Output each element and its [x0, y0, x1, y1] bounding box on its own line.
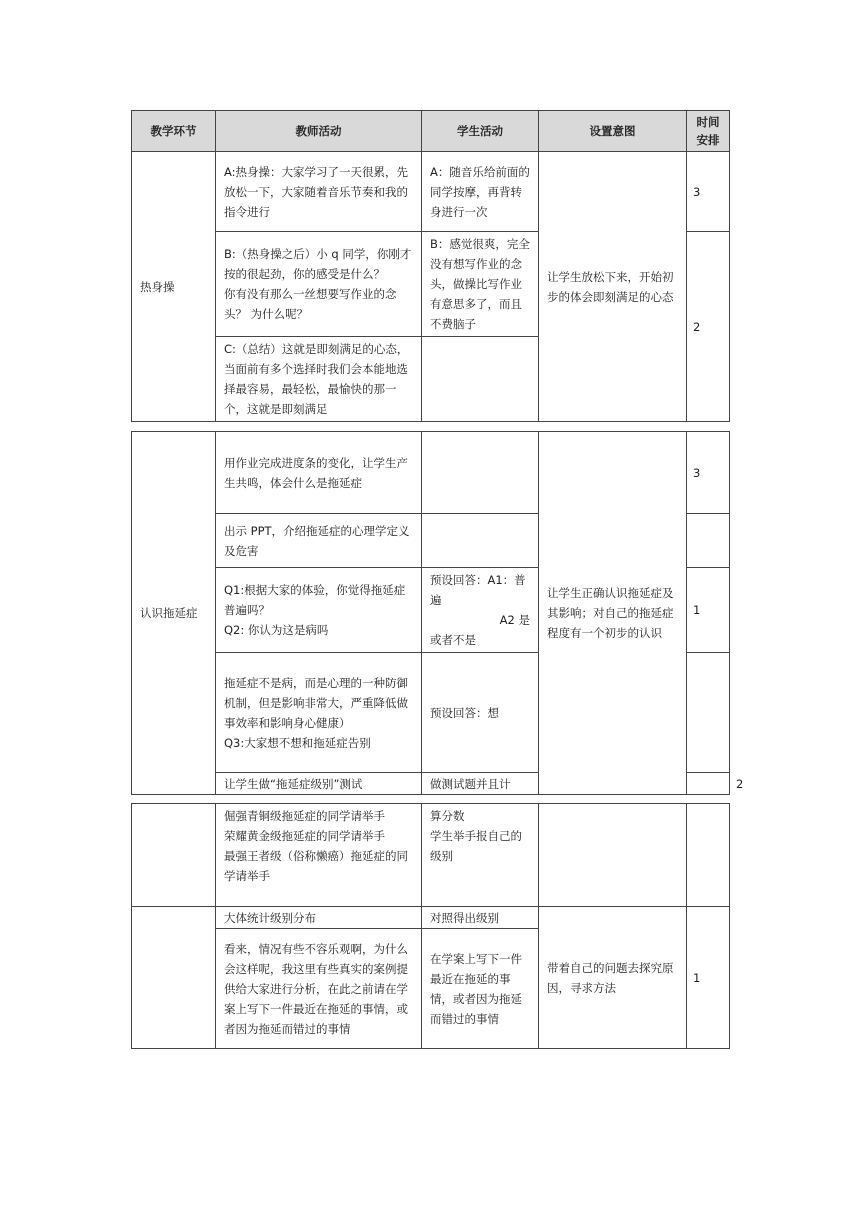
teacher-activity: 让学生做“拖延症级别”测试 [216, 773, 422, 795]
text-line: 荣耀黄金级拖延症的同学请举手 [224, 829, 385, 843]
student-activity [422, 804, 539, 907]
lesson-table-section-continued [131, 803, 730, 1049]
stage-cell: 热身操 [132, 152, 216, 422]
lesson-table-section-warmup [131, 110, 730, 422]
text-line: 最强王者级（俗称懒癌）拖延症的同学请举手 [224, 849, 408, 883]
time-cell: 1 [687, 907, 730, 1049]
stage-cell [132, 907, 216, 1049]
teacher-activity: 用作业完成进度条的变化，让学生产生共鸣，体会什么是拖延症 [216, 432, 422, 514]
stage-cell: 认识拖延症 [132, 432, 216, 795]
time-cell: 1 [687, 568, 730, 653]
teacher-activity: 大体统计级别分布 [216, 907, 422, 929]
intent-cell: 带着自己的问题去探究原因，寻求方法 [539, 907, 687, 1049]
text-line: 或者不是 [430, 633, 476, 647]
intent-cell [539, 804, 687, 907]
student-activity: 在学案上写下一件最近在拖延的事情，或者因为拖延而错过的事情 [422, 929, 539, 1049]
time-cell [687, 804, 730, 907]
teacher-activity: 出示 PPT，介绍拖延症的心理学定义及危害 [216, 514, 422, 568]
time-cell [687, 653, 730, 773]
intent-cell [687, 773, 730, 795]
student-activity [422, 337, 539, 422]
header-intent: 设置意图 [539, 111, 687, 152]
text-line: A2 是 [499, 613, 530, 627]
student-activity: 做测试题并且计 [422, 773, 539, 795]
student-activity [422, 514, 539, 568]
header-time: 时间安排 [687, 111, 730, 152]
header-stage: 教学环节 [132, 111, 216, 152]
student-activity [422, 432, 539, 514]
text-line: 你有没有那么一丝想要写作业的念头？ 为什么呢？ [224, 287, 397, 321]
text-line: 算分数 [430, 809, 465, 823]
student-activity: A：随音乐给前面的同学按摩，再背转身进行一次 [422, 152, 539, 232]
header-student-activity: 学生活动 [422, 111, 539, 152]
teacher-activity: A:热身操：大家学习了一天很累，先放松一下，大家随着音乐节奏和我的指令进行 [216, 152, 422, 232]
time-cell: 2 [687, 232, 730, 422]
student-activity: 预设回答：想 [422, 653, 539, 773]
text-line: Q1:根据大家的体验，你觉得拖延症普遍吗？ [224, 583, 406, 617]
time-cell: 3 [687, 432, 730, 514]
text-line: 拖延症不是病，而是心理的一种防御机制，但是影响非常大，严重降低做事效率和影响身心健康） [224, 675, 408, 730]
text-line: 预设回答：A1：普遍 [430, 573, 526, 607]
teacher-activity [216, 568, 422, 653]
time-cell: 3 [687, 152, 730, 232]
teacher-activity [216, 804, 422, 907]
intent-cell: 让学生正确认识拖延症及其影响；对自己的拖延症程度有一个初步的认识 [539, 432, 687, 795]
text-line: 倔强青铜级拖延症的同学请举手 [224, 809, 385, 823]
text-line: 学生举手报自己的级别 [430, 829, 522, 863]
teacher-activity [216, 653, 422, 773]
stage-cell [132, 804, 216, 907]
header-teacher-activity: 教师活动 [216, 111, 422, 152]
teacher-activity: 看来，情况有些不容乐观啊，为什么会这样呢，我这里有些真实的案例提供给大家进行分析，在此之前请在学案上写下一件最近在拖延的事情，或者因为拖延而错过的事情 [216, 929, 422, 1049]
teacher-activity: C:（总结）这就是即刻满足的心态，当面前有多个选择时我们会本能地选择最容易，最轻松，最愉快的那一个，这就是即刻满足 [216, 337, 422, 422]
text-line: Q3:大家想不想和拖延症告别 [224, 735, 371, 750]
time-cell [687, 514, 730, 568]
teacher-activity [216, 232, 422, 337]
intent-cell: 让学生放松下来，开始初步的体会即刻满足的心态 [539, 152, 687, 422]
lesson-table-section-understanding: 认识拖延症 用作业完成进度条的变化，让学生产生共鸣，体会什么是拖延症 让学生正确认识拖延症及其影响；对自己的拖延症程度有一个初步的认识 3 出示 PPT，介绍拖延症的心理学定义及危害 Q1:根据大家的体验，你觉得拖延症普遍吗？ Q2: 你认为这是病吗 预设回答：A1：普遍 A2 是 或者不是 1 拖延症不是病，而是心理的一种防御机制，但是影响非常大，严重降低做事效率和影响身心健康） Q3:大家想不想和拖延症告别 预设回答：想 让学生做“拖延症级别”测试 做测试题并且计 2 [131, 431, 730, 795]
student-activity: 对照得出级别 [422, 907, 539, 929]
text-line: B:（热身操之后）小 q 同学，你刚才按的很起劲，你的感受是什么？ [224, 247, 412, 281]
student-activity: B：感觉很爽，完全没有想写作业的念头，做操比写作业有意思多了，而且不费脑子 [422, 232, 539, 337]
text-line: Q2: 你认为这是病吗 [224, 623, 329, 637]
student-activity [422, 568, 539, 653]
